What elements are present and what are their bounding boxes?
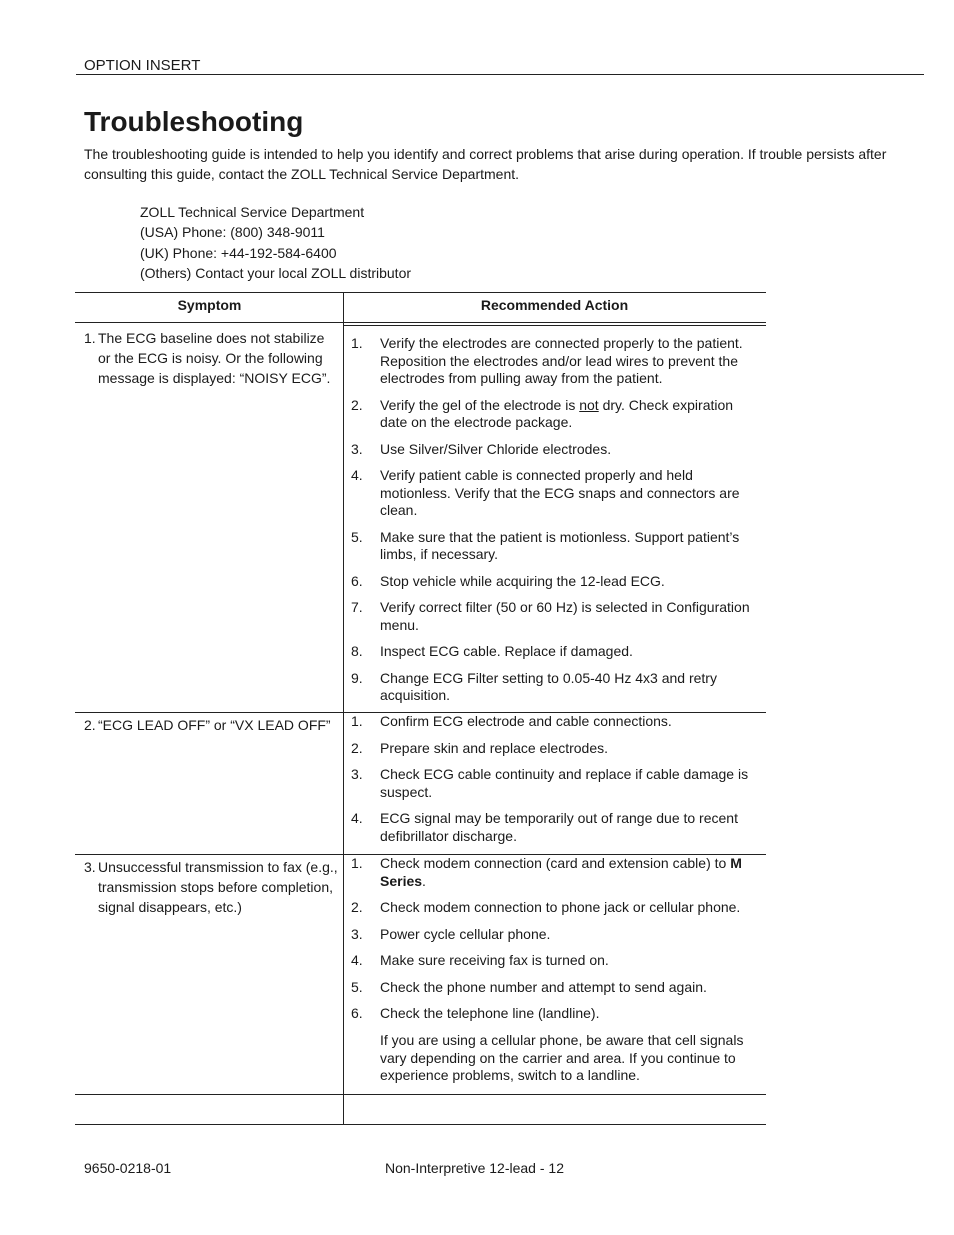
footer-doc-number: 9650-0218-01	[84, 1160, 172, 1176]
running-header: OPTION INSERT	[84, 57, 201, 74]
action-item	[351, 740, 761, 758]
action-item	[351, 810, 761, 845]
action-item	[351, 467, 761, 520]
symptom-cell	[84, 857, 339, 917]
action-number: 7.	[351, 599, 363, 615]
action-text: Check modem connection to phone jack or cellular phone.	[380, 899, 741, 915]
symptom-text: The ECG baseline does not stabilize or the ECG is noisy. Or the following message is displayed: “NOISY ECG”.	[98, 330, 331, 386]
action-number: 4.	[351, 467, 363, 483]
table-bottom-rule	[75, 1124, 766, 1125]
action-text: Make sure that the patient is motionless. Support patient’s limbs, if necessary.	[380, 528, 740, 562]
action-text: Prepare skin and replace electrodes.	[380, 739, 609, 756]
action-text: Use Silver/Silver Chloride electrodes.	[380, 440, 612, 457]
symptom-cell	[84, 715, 339, 735]
contact-usa: (USA) Phone: (800) 348-9011	[140, 224, 325, 241]
action-number: 3.	[351, 925, 363, 942]
contact-others: (Others) Contact your local ZOLL distributor	[140, 264, 412, 281]
action-emphasis: not	[579, 396, 599, 413]
action-item	[351, 952, 761, 970]
action-text: Check ECG cable continuity and replace if cable damage is suspect.	[380, 766, 749, 800]
action-text: Verify the electrodes are connected properly to the patient. Reposition the electrodes and/or lead wires to prevent the electrodes from pulling away from the patient.	[380, 335, 743, 386]
action-item	[351, 1005, 761, 1023]
action-list	[351, 713, 761, 854]
action-item	[351, 979, 761, 997]
action-number: 3.	[351, 766, 363, 782]
action-item	[351, 573, 761, 591]
header-rule	[76, 74, 924, 75]
symptom-text: “ECG LEAD OFF” or “VX LEAD OFF”	[98, 717, 331, 733]
contact-block	[140, 204, 411, 285]
action-text: Power cycle cellular phone.	[380, 925, 551, 942]
product-name: M Series	[380, 855, 742, 889]
action-number: 6.	[351, 572, 363, 589]
row-divider	[75, 1094, 766, 1095]
action-item	[351, 397, 761, 432]
intro-paragraph: The troubleshooting guide is intended to help you identify and correct problems that arise during operation. If trouble persists after consulting this guide, contact the ZOLL Technical Service Department.	[84, 146, 887, 182]
action-number: 1.	[351, 855, 363, 871]
action-item	[351, 335, 761, 388]
table-column-divider	[343, 292, 344, 1125]
action-item	[351, 766, 761, 801]
action-item	[351, 926, 761, 944]
action-item	[351, 670, 761, 705]
action-number: 4.	[351, 810, 363, 826]
header-divider	[344, 322, 766, 323]
action-text: Check modem connection (card and extension cable) to	[380, 855, 731, 871]
action-number: 3.	[351, 440, 363, 457]
action-number: 2.	[351, 739, 363, 756]
action-text: ECG signal may be temporarily out of range due to recent defibrillator discharge.	[380, 810, 738, 844]
action-item	[351, 643, 761, 661]
action-number: 6.	[351, 1005, 363, 1021]
action-number: 1.	[351, 335, 363, 351]
action-text: .	[422, 872, 426, 889]
action-list	[351, 855, 761, 1032]
action-text: Change ECG Filter setting to 0.05-40 Hz 4x3 and retry acquisition.	[380, 669, 717, 703]
action-text: Confirm ECG electrode and cable connections.	[380, 713, 672, 729]
action-number: 5.	[351, 528, 363, 545]
action-text: Verify the gel of the electrode is	[380, 396, 580, 413]
contact-uk: (UK) Phone: +44-192-584-6400	[140, 244, 337, 261]
action-text: Inspect ECG cable. Replace if damaged.	[380, 643, 633, 659]
contact-dept: ZOLL Technical Service Department	[140, 204, 365, 220]
symptom-text: Unsuccessful transmission to fax (e.g., transmission stops before completion, signal disappears, etc.)	[98, 859, 338, 915]
column-header-action: Recommended Action	[480, 297, 629, 313]
action-list	[351, 335, 761, 714]
table-top-rule	[75, 292, 766, 293]
action-number: 1.	[351, 713, 363, 729]
footer-page-label: Non-Interpretive 12-lead - 12	[385, 1160, 564, 1176]
action-text: dry. Check expiration date on the electrode package.	[380, 396, 734, 430]
action-number: 5.	[351, 978, 363, 995]
symptom-number: 2.	[84, 717, 96, 733]
header-divider	[344, 325, 766, 326]
action-text: Verify correct filter (50 or 60 Hz) is selected in Configuration menu.	[380, 599, 750, 633]
column-header-symptom: Symptom	[177, 297, 242, 313]
symptom-number: 1.	[84, 330, 96, 346]
action-text: Verify patient cable is connected properly and held motionless. Verify that the ECG snaps and connectors are clean.	[380, 467, 740, 518]
action-text: Stop vehicle while acquiring the 12-lead ECG.	[380, 572, 665, 589]
action-note: If you are using a cellular phone, be aware that cell signals vary depending on the carrier and area. If you continue to experience problems, switch to a landline.	[380, 1032, 744, 1083]
action-item	[351, 529, 761, 564]
action-text: Make sure receiving fax is turned on.	[380, 952, 609, 968]
symptom-cell	[84, 328, 339, 388]
action-text: Check the phone number and attempt to send again.	[380, 978, 707, 995]
action-number: 2.	[351, 899, 363, 915]
action-item	[351, 713, 761, 731]
action-number: 9.	[351, 669, 363, 686]
header-divider	[75, 322, 343, 323]
symptom-number: 3.	[84, 859, 96, 875]
action-item	[351, 899, 761, 917]
action-item	[351, 441, 761, 459]
action-number: 4.	[351, 952, 363, 968]
action-text: Check the telephone line (landline).	[380, 1005, 600, 1021]
action-number: 8.	[351, 643, 363, 659]
action-item	[351, 599, 761, 634]
page-title: Troubleshooting	[84, 106, 304, 137]
action-item	[351, 855, 761, 890]
action-number: 2.	[351, 396, 363, 413]
